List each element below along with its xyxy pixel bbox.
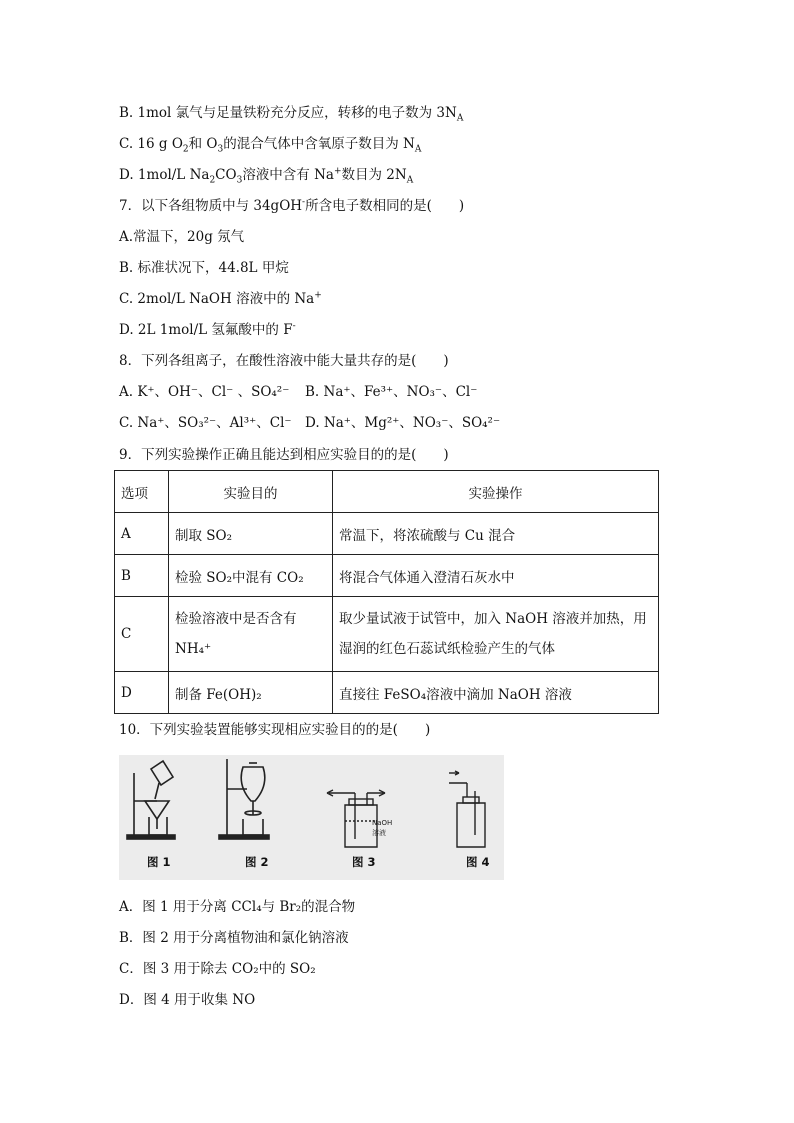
table-cell: 检验 SO₂中混有 CO₂ (169, 555, 333, 597)
question-7: 7．以下各组物质中与 34gOH-所含电子数相同的是( ) (119, 197, 465, 214)
table-row (115, 597, 659, 672)
table-cell: 常温下，将浓硫酸与 Cu 混合 (333, 513, 659, 555)
option-7b: B. 标准状况下，44.8L 甲烷 (119, 260, 289, 276)
table-header: 实验操作 (333, 471, 659, 513)
filtration-apparatus (127, 761, 175, 839)
table-cell: 检验溶液中是否含有 NH₄⁺ (169, 597, 333, 672)
solution-label: 溶液 (372, 829, 386, 837)
option-7c: C. 2mol/L NaOH 溶液中的 Na+ (119, 290, 322, 307)
figure-label-2: 图 2 (245, 855, 269, 869)
gas-collection-bottle (449, 771, 485, 847)
figure-label-4: 图 4 (466, 855, 490, 869)
option-6c: C. 16 g $O_2$和 $O_3$的混合气体中含氧原子数目为 $N_A$ (119, 136, 422, 155)
option-8a: A. K⁺、OH⁻、Cl⁻ 、SO₄²⁻ (119, 384, 290, 400)
option-8c: C. Na⁺、SO₃²⁻、Al³⁺、Cl⁻ (119, 415, 292, 431)
table-cell: 制取 SO₂ (169, 513, 333, 555)
option-6b: B. 1mol 氯气与足量铁粉充分反应，转移的电子数为 $3N_A$ (119, 105, 464, 124)
option-10a: A．图 1 用于分离 CCl₄与 Br₂的混合物 (119, 899, 356, 915)
option-7a: A.常温下，20g 氖气 (119, 229, 245, 245)
apparatus-drawings (119, 755, 504, 880)
option-6d: D. 1mol/L $Na_2CO_3$溶液中含有 Na+数目为 $2N_A$ (119, 166, 414, 186)
table-header: 实验目的 (169, 471, 333, 513)
option-8d: D. Na⁺、Mg²⁺、NO₃⁻、SO₄²⁻ (305, 415, 501, 431)
table-row (115, 513, 659, 555)
table-cell: 直接往 FeSO₄溶液中滴加 NaOH 溶液 (333, 672, 659, 714)
table-row (115, 555, 659, 597)
option-8b: B. Na⁺、Fe³⁺、NO₃⁻、Cl⁻ (305, 384, 478, 400)
table-cell: D (115, 672, 169, 714)
question-9: 9．下列实验操作正确且能达到相应实验目的的是( ) (119, 447, 449, 463)
table-header-row (115, 471, 659, 513)
table-cell: 将混合气体通入澄清石灰水中 (333, 555, 659, 597)
experiment-table (114, 470, 659, 714)
option-7d: D. 2L 1mol/L 氢氟酸中的 F- (119, 321, 296, 338)
table-cell: B (115, 555, 169, 597)
table-header: 选项 (115, 471, 169, 513)
option-10d: D．图 4 用于收集 NO (119, 992, 256, 1008)
gas-washing-bottle (327, 790, 392, 847)
table-cell: 取少量试液于试管中，加入 NaOH 溶液并加热，用湿润的红色石蕊试纸检验产生的气体 (333, 597, 659, 672)
table-cell: 制备 Fe(OH)₂ (169, 672, 333, 714)
option-10c: C．图 3 用于除去 CO₂中的 SO₂ (119, 961, 316, 977)
option-10b: B．图 2 用于分离植物油和氯化钠溶液 (119, 930, 349, 946)
separatory-funnel-apparatus (219, 759, 269, 839)
figure-label-1: 图 1 (147, 855, 171, 869)
question-8: 8．下列各组离子，在酸性溶液中能大量共存的是( ) (119, 353, 449, 369)
figure-label-3: 图 3 (352, 855, 376, 869)
table-row (115, 672, 659, 714)
naoh-label: NaOH (372, 819, 393, 827)
table-cell: A (115, 513, 169, 555)
apparatus-figure (119, 755, 504, 880)
table-cell: C (115, 597, 169, 672)
question-10: 10．下列实验装置能够实现相应实验目的的是( ) (119, 722, 431, 738)
